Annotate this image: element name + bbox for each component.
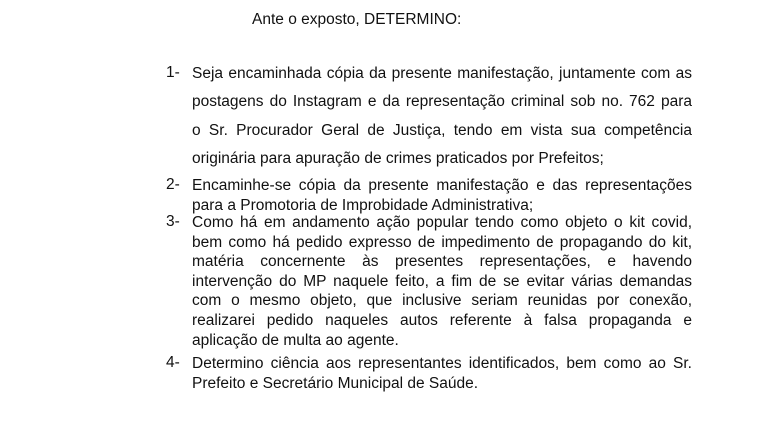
text-line: Determino ciência aos representantes identificados, bem como ao Sr. <box>192 355 692 372</box>
text-line: postagens do Instagram e da representação criminal sob no. 762 para <box>192 93 692 111</box>
text-line: com o mesmo objeto, que inclusive seriam reunidas por conexão, <box>192 292 692 310</box>
intro-heading: Ante o exposto, DETERMINO: <box>252 11 462 28</box>
item-number: 4- <box>166 354 180 371</box>
item-text <box>192 354 692 393</box>
text-line: intervenção do MP naquele feito, a fim de se evitar várias demandas <box>192 272 692 290</box>
item-text <box>192 213 692 350</box>
text-line: bem como há pedido expresso de impedimento de propagando do kit, <box>192 233 692 251</box>
item-number: 2- <box>166 176 180 193</box>
item-number: 1- <box>166 64 180 81</box>
text-line: Prefeito e Secretário Municipal de Saúde. <box>192 374 479 392</box>
item-text <box>192 64 692 177</box>
text-line: Seja encaminhada cópia da presente manifestação, juntamente com as <box>192 65 692 82</box>
text-line: Como há em andamento ação popular tendo como objeto o kit covid, <box>192 214 692 231</box>
text-line: para a Promotoria de Improbidade Administrativa; <box>192 196 534 214</box>
text-line: Encaminhe-se cópia da presente manifestação e das representações <box>192 177 692 194</box>
text-line: realizarei pedido naqueles autos referente à falsa propaganda e <box>192 311 692 329</box>
item-text <box>192 176 692 215</box>
text-line: originária para apuração de crimes praticados por Prefeitos; <box>192 149 604 167</box>
text-line: matéria concernente às presentes representações, e havendo <box>192 253 692 271</box>
item-number: 3- <box>166 213 180 230</box>
text-line: aplicação de multa ao agente. <box>192 331 399 349</box>
text-line: o Sr. Procurador Geral de Justiça, tendo em vista sua competência <box>192 121 692 139</box>
